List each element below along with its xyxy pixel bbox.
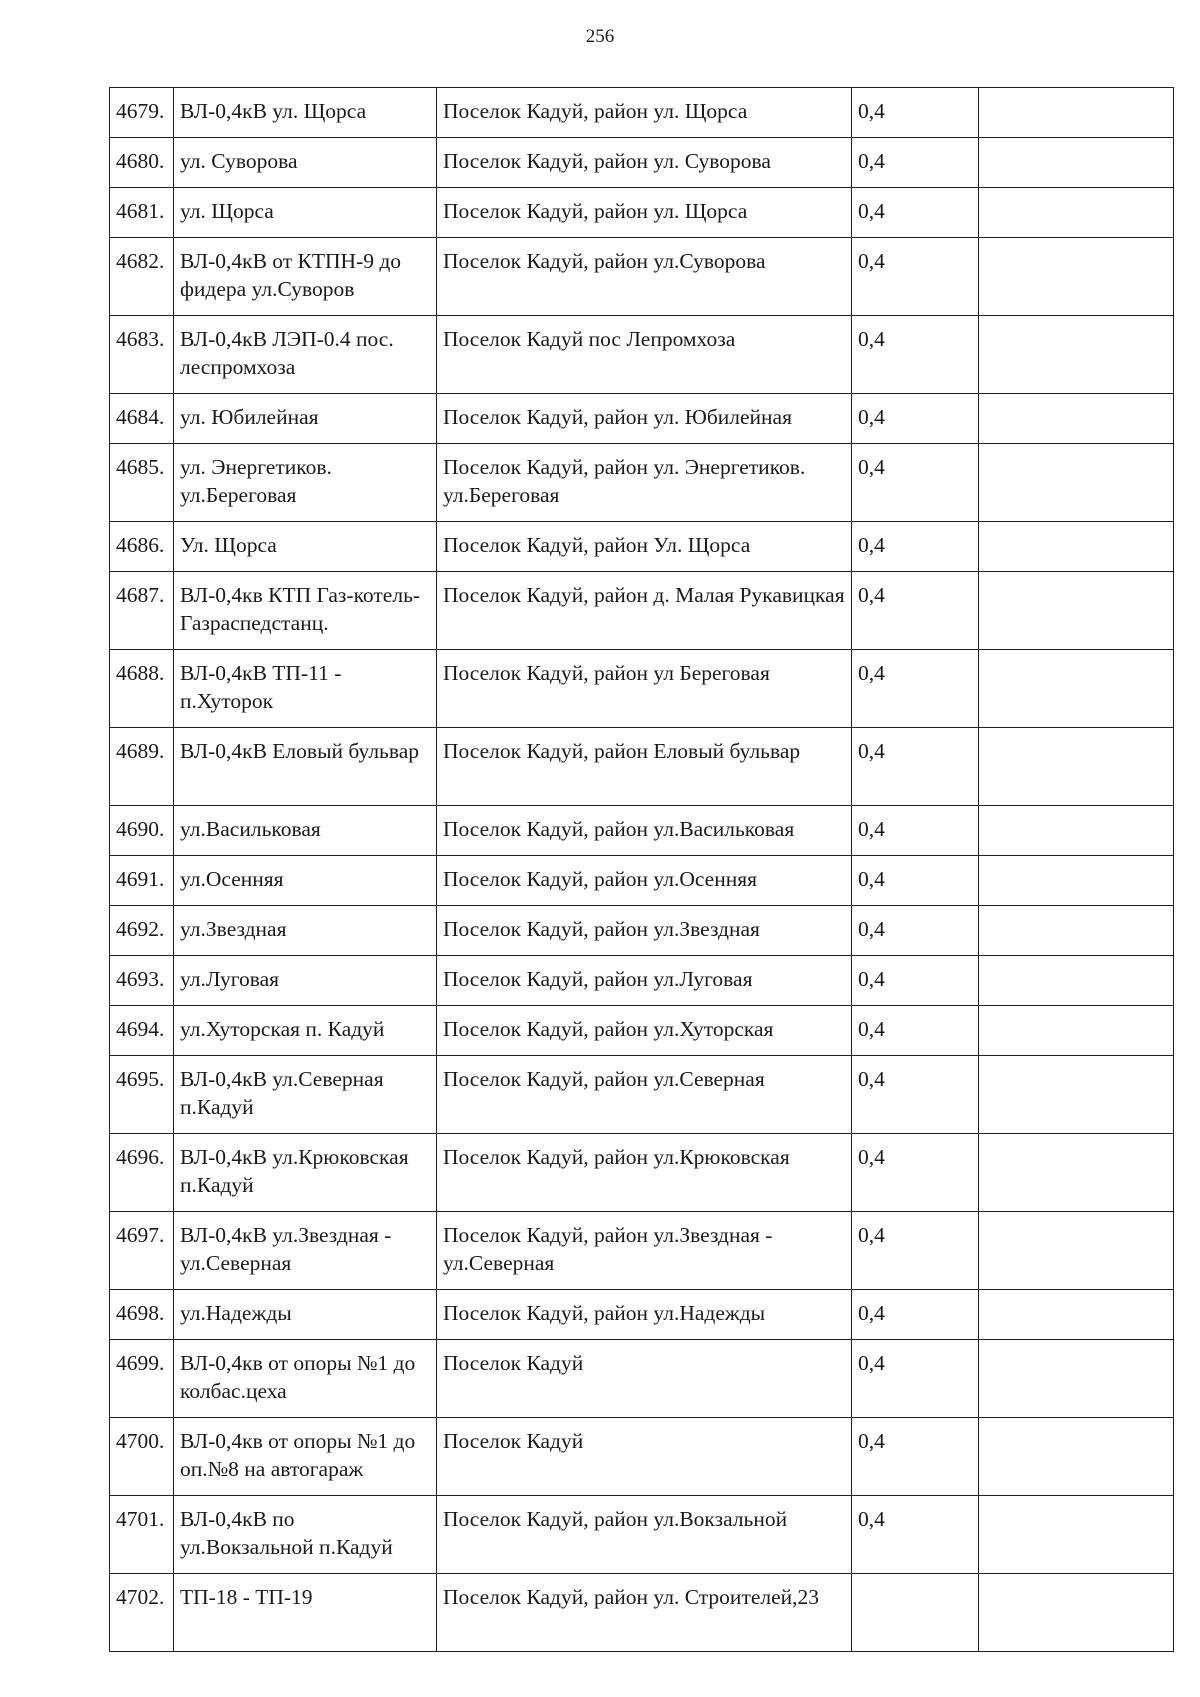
extra-cell (979, 394, 1174, 444)
table-row (110, 316, 1174, 394)
voltage-cell: 0,4 (852, 1496, 979, 1574)
location-cell: Поселок Кадуй, район ул Береговая (437, 650, 852, 728)
row-number-cell: 4695. (110, 1056, 174, 1134)
row-number-cell: 4681. (110, 188, 174, 238)
table-row (110, 1134, 1174, 1212)
row-number-cell: 4680. (110, 138, 174, 188)
object-name-cell: ул.Звездная (174, 906, 437, 956)
voltage-cell: 0,4 (852, 188, 979, 238)
table-row (110, 1056, 1174, 1134)
row-number-cell: 4689. (110, 728, 174, 806)
voltage-cell: 0,4 (852, 728, 979, 806)
voltage-cell: 0,4 (852, 88, 979, 138)
voltage-cell: 0,4 (852, 316, 979, 394)
voltage-cell: 0,4 (852, 906, 979, 956)
object-name-cell: ул. Юбилейная (174, 394, 437, 444)
object-name-cell: ул.Осенняя (174, 856, 437, 906)
extra-cell (979, 138, 1174, 188)
table-row (110, 1574, 1174, 1652)
location-cell: Поселок Кадуй, район ул.Звездная (437, 906, 852, 956)
voltage-cell: 0,4 (852, 1056, 979, 1134)
object-name-cell: ВЛ-0,4кВ по ул.Вокзальной п.Кадуй (174, 1496, 437, 1574)
object-name-cell: ул.Хуторская п. Кадуй (174, 1006, 437, 1056)
row-number-cell: 4699. (110, 1340, 174, 1418)
location-cell: Поселок Кадуй, район д. Малая Рукавицкая (437, 572, 852, 650)
table-row (110, 906, 1174, 956)
extra-cell (979, 444, 1174, 522)
location-cell: Поселок Кадуй (437, 1340, 852, 1418)
voltage-cell: 0,4 (852, 1134, 979, 1212)
extra-cell (979, 88, 1174, 138)
object-name-cell: ВЛ-0,4кВ ЛЭП-0.4 пос. леспромхоза (174, 316, 437, 394)
location-cell: Поселок Кадуй, район ул.Надежды (437, 1290, 852, 1340)
registry-table-body (110, 88, 1174, 1652)
location-cell: Поселок Кадуй, район ул. Суворова (437, 138, 852, 188)
location-cell: Поселок Кадуй, район Ул. Щорса (437, 522, 852, 572)
voltage-cell (852, 1574, 979, 1652)
extra-cell (979, 1496, 1174, 1574)
location-cell: Поселок Кадуй пос Лепромхоза (437, 316, 852, 394)
object-name-cell: ул.Васильковая (174, 806, 437, 856)
row-number-cell: 4694. (110, 1006, 174, 1056)
row-number-cell: 4702. (110, 1574, 174, 1652)
object-name-cell: ул. Щорса (174, 188, 437, 238)
table-row (110, 728, 1174, 806)
extra-cell (979, 728, 1174, 806)
table-row (110, 238, 1174, 316)
extra-cell (979, 1418, 1174, 1496)
table-row (110, 522, 1174, 572)
object-name-cell: ВЛ-0,4кВ ул.Северная п.Кадуй (174, 1056, 437, 1134)
extra-cell (979, 650, 1174, 728)
object-name-cell: ВЛ-0,4кВ от КТПН-9 до фидера ул.Суворов (174, 238, 437, 316)
row-number-cell: 4682. (110, 238, 174, 316)
table-row (110, 856, 1174, 906)
table-row (110, 88, 1174, 138)
table-row (110, 394, 1174, 444)
extra-cell (979, 806, 1174, 856)
page-number: 256 (585, 26, 615, 47)
location-cell: Поселок Кадуй, район ул. Юбилейная (437, 394, 852, 444)
table-row (110, 1290, 1174, 1340)
voltage-cell: 0,4 (852, 394, 979, 444)
table-row (110, 1340, 1174, 1418)
row-number-cell: 4685. (110, 444, 174, 522)
voltage-cell: 0,4 (852, 1290, 979, 1340)
extra-cell (979, 1056, 1174, 1134)
object-name-cell: ул.Надежды (174, 1290, 437, 1340)
voltage-cell: 0,4 (852, 138, 979, 188)
row-number-cell: 4684. (110, 394, 174, 444)
location-cell: Поселок Кадуй, район ул.Крюковская (437, 1134, 852, 1212)
extra-cell (979, 1290, 1174, 1340)
voltage-cell: 0,4 (852, 522, 979, 572)
voltage-cell: 0,4 (852, 444, 979, 522)
location-cell: Поселок Кадуй, район ул.Звездная - ул.Северная (437, 1212, 852, 1290)
extra-cell (979, 188, 1174, 238)
row-number-cell: 4687. (110, 572, 174, 650)
extra-cell (979, 522, 1174, 572)
object-name-cell: ул.Луговая (174, 956, 437, 1006)
row-number-cell: 4688. (110, 650, 174, 728)
extra-cell (979, 856, 1174, 906)
row-number-cell: 4698. (110, 1290, 174, 1340)
row-number-cell: 4697. (110, 1212, 174, 1290)
object-name-cell: ул. Суворова (174, 138, 437, 188)
voltage-cell: 0,4 (852, 1212, 979, 1290)
object-name-cell: ВЛ-0,4кв КТП Газ-котель-Газраспедстанц. (174, 572, 437, 650)
location-cell: Поселок Кадуй, район ул.Вокзальной (437, 1496, 852, 1574)
voltage-cell: 0,4 (852, 856, 979, 906)
extra-cell (979, 906, 1174, 956)
location-cell: Поселок Кадуй, район ул.Северная (437, 1056, 852, 1134)
object-name-cell: ВЛ-0,4кВ ул.Звездная - ул.Северная (174, 1212, 437, 1290)
extra-cell (979, 956, 1174, 1006)
location-cell: Поселок Кадуй, район ул. Энергетиков. ул.Береговая (437, 444, 852, 522)
row-number-cell: 4690. (110, 806, 174, 856)
row-number-cell: 4679. (110, 88, 174, 138)
table-row (110, 1006, 1174, 1056)
table-row (110, 444, 1174, 522)
extra-cell (979, 1574, 1174, 1652)
location-cell: Поселок Кадуй, район ул.Суворова (437, 238, 852, 316)
object-name-cell: ВЛ-0,4кВ ул. Щорса (174, 88, 437, 138)
voltage-cell: 0,4 (852, 806, 979, 856)
table-row (110, 1212, 1174, 1290)
table-row (110, 1418, 1174, 1496)
table-row (110, 138, 1174, 188)
voltage-cell: 0,4 (852, 956, 979, 1006)
table-row (110, 1496, 1174, 1574)
row-number-cell: 4683. (110, 316, 174, 394)
table-row (110, 572, 1174, 650)
voltage-cell: 0,4 (852, 572, 979, 650)
voltage-cell: 0,4 (852, 238, 979, 316)
row-number-cell: 4696. (110, 1134, 174, 1212)
location-cell: Поселок Кадуй, район ул.Хуторская (437, 1006, 852, 1056)
extra-cell (979, 1134, 1174, 1212)
location-cell: Поселок Кадуй, район ул.Васильковая (437, 806, 852, 856)
row-number-cell: 4692. (110, 906, 174, 956)
extra-cell (979, 1340, 1174, 1418)
extra-cell (979, 1212, 1174, 1290)
voltage-cell: 0,4 (852, 650, 979, 728)
location-cell: Поселок Кадуй, район ул. Щорса (437, 88, 852, 138)
voltage-cell: 0,4 (852, 1340, 979, 1418)
row-number-cell: 4686. (110, 522, 174, 572)
table-row (110, 188, 1174, 238)
table-row (110, 806, 1174, 856)
object-name-cell: ул. Энергетиков. ул.Береговая (174, 444, 437, 522)
location-cell: Поселок Кадуй, район ул. Щорса (437, 188, 852, 238)
object-name-cell: ВЛ-0,4кв от опоры №1 до оп.№8 на автогараж (174, 1418, 437, 1496)
extra-cell (979, 572, 1174, 650)
row-number-cell: 4701. (110, 1496, 174, 1574)
extra-cell (979, 1006, 1174, 1056)
location-cell: Поселок Кадуй, район ул.Луговая (437, 956, 852, 1006)
voltage-cell: 0,4 (852, 1418, 979, 1496)
object-name-cell: Ул. Щорса (174, 522, 437, 572)
location-cell: Поселок Кадуй, район ул. Строителей,23 (437, 1574, 852, 1652)
extra-cell (979, 316, 1174, 394)
location-cell: Поселок Кадуй (437, 1418, 852, 1496)
extra-cell (979, 238, 1174, 316)
object-name-cell: ВЛ-0,4кВ ул.Крюковская п.Кадуй (174, 1134, 437, 1212)
voltage-cell: 0,4 (852, 1006, 979, 1056)
row-number-cell: 4700. (110, 1418, 174, 1496)
table-row (110, 650, 1174, 728)
location-cell: Поселок Кадуй, район ул.Осенняя (437, 856, 852, 906)
table-row (110, 956, 1174, 1006)
row-number-cell: 4691. (110, 856, 174, 906)
object-name-cell: ВЛ-0,4кВ Еловый бульвар (174, 728, 437, 806)
row-number-cell: 4693. (110, 956, 174, 1006)
object-name-cell: ВЛ-0,4кВ ТП-11 - п.Хуторок (174, 650, 437, 728)
registry-table (109, 87, 1174, 1652)
location-cell: Поселок Кадуй, район Еловый бульвар (437, 728, 852, 806)
object-name-cell: ВЛ-0,4кв от опоры №1 до колбас.цеха (174, 1340, 437, 1418)
object-name-cell: ТП-18 - ТП-19 (174, 1574, 437, 1652)
